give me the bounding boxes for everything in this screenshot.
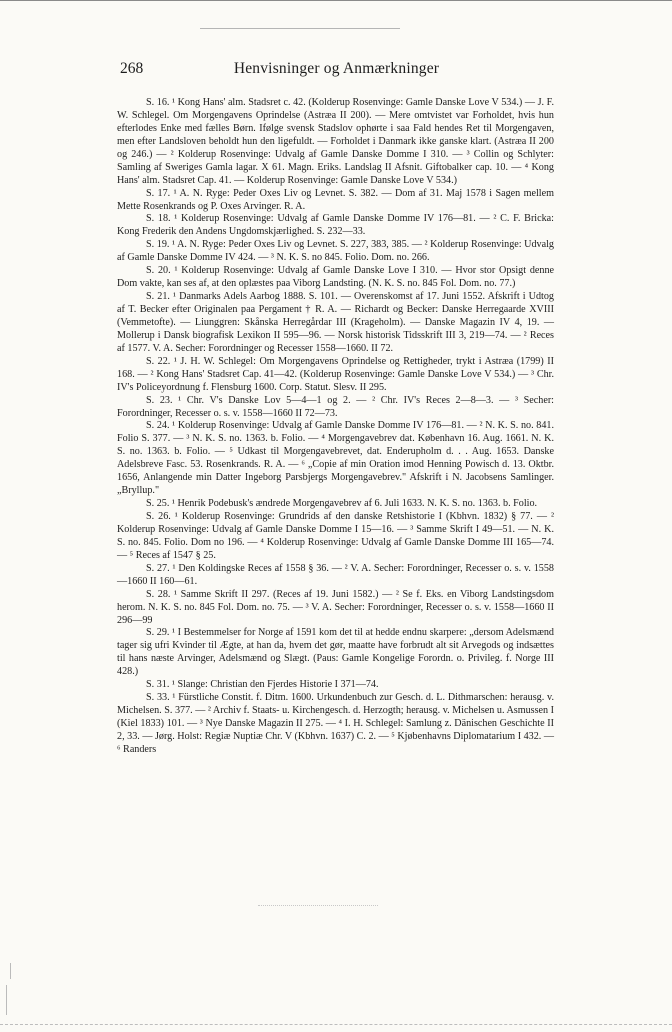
note-paragraph-s20: S. 20. ¹ Kolderup Rosenvinge: Udvalg af Gamle Danske Love I 310. — Hvor stor Opsigt denne Dom vakte, kan ses af, at den oplæstes paa Viborg Landsting. (N. K. S. no. 845 Fol. Dom. no. 77.): [117, 265, 554, 290]
note-paragraph-s22: S. 22. ¹ J. H. W. Schlegel: Om Morgengavens Oprindelse og Rettigheder, trykt i Astræa (1799) II 168. — ² Kong Hans' Stadsret Cap. 41—42. (Kolderup Rosenvinge: Gamle Danske Love V 534.) — ³ Chr. IV's Policeyordnung f. Flensburg 1600. Corp. Statut. Slesv. II 295.: [117, 355, 554, 393]
margin-mark: [6, 985, 7, 1015]
running-title: Henvisninger og Anmærkninger: [233, 60, 440, 77]
note-paragraph-s28: S. 28. ¹ Samme Skrift II 297. (Reces af 19. Juni 1582.) — ² Se f. Eks. en Viborg Landstingsdom herom. N. K. S. no. 845 Fol. Dom. no. 75. — ³ V. A. Secher: Forordninger, Recesser o. s. v. 1558—1660 II 296—99: [117, 588, 554, 626]
note-paragraph-s23: S. 23. ¹ Chr. V's Danske Lov 5—4—1 og 2. — ² Chr. IV's Reces 2—8—3. — ³ Secher: Forordninger, Recesser o. s. v. 1558—1660 II 72—73.: [117, 394, 554, 419]
page-header: [120, 60, 553, 84]
page-number: 268: [120, 60, 144, 77]
top-faint-rule: [200, 28, 400, 29]
margin-mark: [10, 963, 11, 979]
note-paragraph-s25: S. 25. ¹ Henrik Podebusk's ændrede Morgengavebrev af 6. Juli 1633. N. K. S. no. 1363. b. Folio.: [146, 498, 538, 510]
note-paragraph-s33: S. 33. ¹ Fürstliche Constit. f. Ditm. 1600. Urkundenbuch zur Gesch. d. L. Dithmarschen: herausg. v. Michelsen. S. 377. — ² Archiv f. Staats- u. Kirchengesch. d. Herzogth; herausg. v. Michelsen u. Asmussen I (Kiel 1833) 101. — ³ Nye Danske Magazin II 275. — ⁴ I. H. Schlegel: Samlung z. Dänischen Geschichte II 2, 33. — Jørg. Holst: Regiæ Nuptiæ Chr. V (Kbhvn. 1637) C. 2. — ⁵ Kjøbenhavns Diplomatarium I 432. — ⁶ Randers: [117, 692, 554, 755]
notes-body: [117, 97, 554, 757]
footer-dotted-rule: [258, 905, 378, 907]
note-paragraph-s17: S. 17. ¹ A. N. Ryge: Peder Oxes Liv og Levnet. S. 382. — Dom af 31. Maj 1578 i Sagen mellem Mette Rosenkrands og P. Oxes Arvinger. R. A.: [117, 187, 554, 212]
top-edge-rule: [0, 0, 672, 1]
note-paragraph-s19: S. 19. ¹ A. N. Ryge: Peder Oxes Liv og Levnet. S. 227, 383, 385. — ² Kolderup Rosenvinge: Udvalg af Gamle Danske Domme IV 424. — ³ N. K. S. no 845. Folio. Dom. no. 266.: [117, 239, 554, 264]
note-paragraph-s24: S. 24. ¹ Kolderup Rosenvinge: Udvalg af Gamle Danske Domme IV 176—81. — ² N. K. S. no. 841. Folio S. 377. — ³ N. K. S. no. 1363. b. Folio. — ⁴ Morgengavebrev dat. København 16. Aug. 1661. N. K. S. no. 1363. b. Folio. — ⁵ Udkast til Morgengavebrevet, dat. Enderupholm d. . . Aug. 1653. Danske Adelsbreve Fasc. 53. Rosenkrands. R. A. — ⁶ „Copie af min Oration imod Henning Powisch d. 13. Oktbr. 1656, Anlangende min Datter Ingeborg Parsbjergs Morgengavebrev." Afskrift i N. Jacobsens Samlinger. „Bryllup.": [117, 420, 554, 497]
bottom-edge-rule: [0, 1024, 672, 1026]
note-paragraph-s16: S. 16. ¹ Kong Hans' alm. Stadsret c. 42. (Kolderup Rosenvinge: Gamle Danske Love V 534.) — J. F. W. Schlegel. Om Morgengavens Oprindelse (Astræa II 200). — Mere omtvistet var Forholdet, hvis hun efterlodes Enke med fælles Børn. Ifølge svensk Stadslov ophørte i saa Fald hendes Ret til Morgengaven, men efter Landsloven beholdt hun den ligefuldt. — Forholdet i Danmark ikke ganske klart. (Astræa II 200 og 246.) — ² Kolderup Rosenvinge: Udvalg af Gamle Danske Domme I 310. — ³ Collin og Schlyter: Samling af Sweriges Gamla lagar. X 61. Magn. Eriks. Landslag II Afsnit. Giftobalker cap. 10. — ⁴ Kong Hans' alm. Stadsret Cap. 41. — Kolderup Rosenvinge: Gamle Danske Love V 534.): [117, 97, 554, 186]
note-paragraph-s29: S. 29. ¹ I Bestemmelser for Norge af 1591 kom det til at hedde endnu skarpere: „dersom Adelsmænd tager sig ufri Kvinder til Ægte, at han da, hvem det gør, maatte have forbrudt alt sit Arvegods og indsættes til hans næste Arvinger, Adelsmænd og Slægt. (Paus: Gamle Kongelige Forordn. o. Privileg. f. Norge III 428.): [117, 627, 554, 678]
note-paragraph-s21: S. 21. ¹ Danmarks Adels Aarbog 1888. S. 101. — Overenskomst af 17. Juni 1552. Afskrift i Udtog af T. Becker efter Originalen paa Pergament † R. A. — Richardt og Becker: Danske Herregaarde XVIII (Vemmetofte). — Liunggren: Skånska Herregårdar III (Krageholm). — Danske Magazin IV 4, 19. — Mollerup i Dansk biografisk Lexikon II 595—96. — Norsk historisk Tidsskrift III 3, 219—74. — ² Reces af 1577. V. A. Secher: Forordninger og Recesser 1558—1660. II 72.: [117, 291, 554, 354]
note-paragraph-s27: S. 27. ¹ Den Koldingske Reces af 1558 § 36. — ² V. A. Secher: Forordninger, Recesser o. s. v. 1558—1660 II 160—61.: [117, 562, 554, 587]
note-paragraph-s31: S. 31. ¹ Slange: Christian den Fjerdes Historie I 371—74.: [146, 679, 379, 691]
note-paragraph-s18: S. 18. ¹ Kolderup Rosenvinge: Udvalg af Gamle Danske Domme IV 176—81. — ² C. F. Bricka: Kong Frederik den Andens Ungdomskjærlighed. S. 232—33.: [117, 213, 554, 238]
note-paragraph-s26: S. 26. ¹ Kolderup Rosenvinge: Grundrids af den danske Retshistorie I (Kbhvn. 1832) § 77. — ² Kolderup Rosenvinge: Udvalg af Gamle Danske Domme I 15—16. — ³ Samme Skrift I 49—51. — N. K. S. no. 845. Folio. Dom no 196. — ⁴ Kolderup Rosenvinge: Udvalg af Gamle Danske Domme III 165—74. — ⁵ Reces af 1547 § 25.: [117, 511, 554, 561]
